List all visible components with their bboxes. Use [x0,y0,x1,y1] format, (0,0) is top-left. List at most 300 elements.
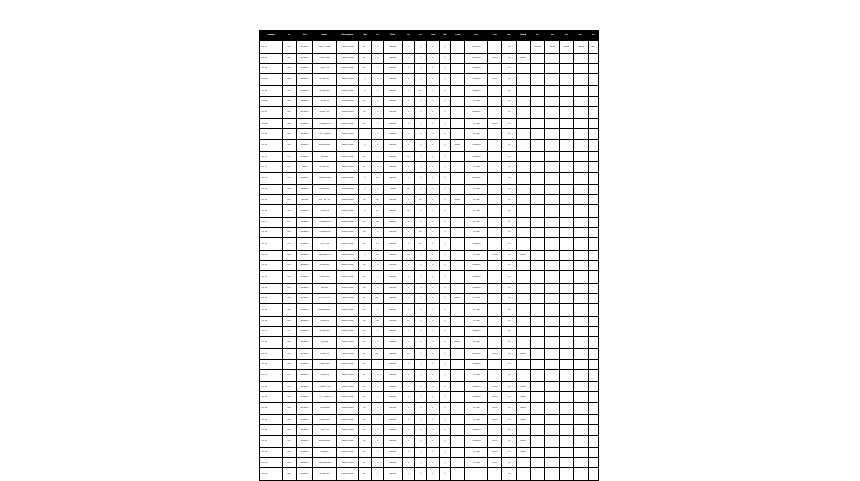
cell-value: 00 · 000000 [319,132,331,135]
cell-value: 000000 [389,395,397,398]
table-cell [439,316,450,326]
table-cell [502,415,516,425]
cell-value: 0000000 [300,287,309,289]
table-cell [371,96,383,106]
cell-value: 000000 0000 [341,165,354,168]
table-cell [415,86,427,96]
table-cell [384,402,402,415]
cell-value: 00000 [454,297,461,300]
table-cell [487,316,501,326]
cell-value: 00 [363,45,366,48]
table-cell [450,162,464,172]
table-cell [545,129,559,139]
cell-value: 00 [507,297,511,300]
table-cell [439,369,450,382]
table-cell [465,283,488,293]
cell-value: 0 [432,57,434,59]
cell-value: 0 [407,111,409,114]
cell-value: 0000000 [472,89,481,92]
cell-value: 007 [287,111,291,114]
table-cell [502,402,516,415]
table-cell [371,304,383,317]
table-cell [588,392,598,402]
table-cell [402,217,414,227]
table-cell [465,185,488,195]
cell-value: 0000000 [300,155,309,158]
table-cell [545,162,559,172]
cell-value: 00 [363,231,366,234]
table-cell [516,195,530,205]
table-cell [545,468,559,481]
table-cell [358,119,371,129]
table-cell [588,106,598,119]
table-cell [439,139,450,152]
cell-value: 0 [432,132,434,135]
table-cell [450,195,464,205]
table-cell [371,162,383,172]
table-cell [545,326,559,336]
cell-value: 027 [287,330,291,332]
cell-value: 0000000 00 [319,231,331,234]
cell-value: 0 [444,374,446,377]
table-cell [516,458,530,468]
table-cell [574,293,588,303]
cell-value: 000000 0000 [341,428,354,431]
table-cell [545,382,559,392]
table-cell [450,250,464,260]
table-cell [358,185,371,195]
table-cell [358,336,371,349]
table-cell [531,448,545,458]
cell-value: 00 00 [492,440,498,442]
table-cell [574,185,588,195]
cell-value: 000 · 00 · 00 [318,198,331,201]
cell-value: 00 [376,221,379,224]
table-cell [337,217,359,227]
table-cell [260,152,283,162]
table-cell [588,271,598,284]
table-cell [559,415,573,425]
cell-value: 0000000 [300,67,309,69]
cell-value: 000000 0000 [341,144,354,147]
table-cell [450,304,464,317]
table-cell [337,458,359,468]
table-cell [384,63,402,73]
table-cell [531,172,545,185]
table-cell [465,402,488,415]
table-row [260,359,599,369]
cell-value: 000000 0000 [341,177,354,179]
table-cell [371,106,383,119]
table-cell [260,63,283,73]
column-header-label: Set [443,34,447,37]
cell-value: 0 [444,254,446,257]
cell-value: 0 [432,198,434,201]
table-cell [402,425,414,435]
table-cell [296,283,312,293]
table-cell [358,316,371,326]
table-cell [296,415,312,425]
table-cell [545,448,559,458]
table-cell [384,86,402,96]
table-cell [402,283,414,293]
table-cell [337,129,359,139]
table-cell [502,41,516,54]
table-cell [402,415,414,425]
table-cell [427,415,439,425]
table-cell [358,415,371,425]
cell-value: 00 000 [472,254,480,257]
table-cell [415,185,427,195]
cell-value: 0 [407,275,409,278]
cell-value: 000000 [389,352,397,355]
column-header-label: Batch [520,34,527,37]
table-cell [371,172,383,185]
cell-value: 0000000 [300,451,309,454]
table-cell [371,349,383,359]
table-cell [450,185,464,195]
cell-value: 00 00 [492,78,498,81]
cell-value: 00000 [390,188,396,191]
table-row [260,349,599,359]
table-cell [313,129,337,139]
cell-value: 000000 [389,407,397,410]
table-cell [415,106,427,119]
table-cell [260,250,283,260]
table-cell [260,86,283,96]
table-cell [427,260,439,270]
table-cell [516,162,530,172]
cell-value: 000000 [321,341,329,344]
table-cell [415,392,427,402]
table-cell [260,96,283,106]
table-cell [588,316,598,326]
table-cell [574,250,588,260]
table-cell [516,250,530,260]
cell-value: S-0 36 [261,428,268,431]
cell-value: 0 [444,144,446,147]
table-cell [487,359,501,369]
cell-value: 000000 [389,111,397,114]
column-header [588,31,598,41]
cell-value: 0 [407,308,409,311]
cell-value: 0 [444,210,446,212]
cell-value: 0 [364,254,366,257]
table-cell [502,283,516,293]
cell-value: 00 00 [492,395,498,398]
table-cell [487,238,501,251]
cell-value: 00 [507,451,511,454]
table-cell [296,41,312,54]
table-cell [588,139,598,152]
table-cell [358,228,371,238]
table-cell [439,382,450,392]
table-row [260,217,599,227]
table-cell [465,326,488,336]
table-cell [559,172,573,185]
table-cell [559,162,573,172]
table-cell [559,119,573,129]
cell-value: 0 [407,100,409,102]
table-cell [545,228,559,238]
table-cell [402,392,414,402]
table-cell [427,63,439,73]
table-cell [282,435,296,448]
table-cell [358,435,371,448]
cell-value: S-0 08 [261,122,268,125]
table-cell [531,152,545,162]
cell-value: S-0 10 [261,144,268,147]
cell-value: 0 [407,264,409,267]
cell-value: 00 [507,363,511,365]
cell-value: 0000000 [472,144,481,147]
table-cell [260,415,283,425]
column-header-label: Q2 [419,34,423,37]
table-cell [559,250,573,260]
table-cell [516,260,530,270]
table-cell [588,260,598,270]
cell-value: 00 000 [472,418,480,421]
table-cell [465,228,488,238]
cell-value: 0 [377,451,379,454]
table-cell [260,402,283,415]
column-header-label: Ref [492,34,497,37]
cell-value: S-0 29 [261,352,268,355]
cell-value: 00 000 [472,308,480,311]
table-cell [313,152,337,162]
cell-value: 0000000 [472,111,481,114]
cell-value: 0 [444,155,446,158]
column-header-label: Pos [474,34,478,37]
cell-value: 0 [420,428,422,431]
table-cell [313,162,337,172]
cell-value: 0 [407,67,409,69]
table-cell [415,41,427,54]
header-row [260,31,599,41]
table-cell [313,326,337,336]
cell-value: 0 [444,287,446,289]
table-cell [296,139,312,152]
cell-value: 0000 · 00 [320,352,329,355]
table-cell [260,468,283,481]
cell-value: 0 [432,341,434,344]
table-cell [260,260,283,270]
cell-value: 000000 0000 [341,111,354,114]
column-header [415,31,427,41]
cell-value: 0000000 [300,221,309,224]
table-cell [516,228,530,238]
table-cell [588,283,598,293]
table-cell [545,349,559,359]
cell-value: 000000 [389,461,397,464]
cell-value: 0 [420,67,422,69]
cell-value: 0 [444,308,446,311]
cell-value: 00 [363,122,366,125]
table-cell [427,402,439,415]
table-cell [282,359,296,369]
cell-value: 00 [507,330,511,332]
table-cell [588,293,598,303]
table-cell [531,349,545,359]
table-cell [296,382,312,392]
table-row [260,336,599,349]
cell-value: 00000 [520,407,527,410]
table-cell [574,228,588,238]
cell-value: 0000000 [472,78,481,81]
table-cell [282,172,296,185]
column-header [559,31,573,41]
table-cell [296,392,312,402]
table-cell [465,349,488,359]
cell-value: 000000 00 [319,275,330,278]
table-cell [487,326,501,336]
cell-value: S-0 32 [261,385,268,388]
cell-value: 0 [407,198,409,201]
cell-value: S-0 26 [261,320,268,322]
cell-value: 00 [507,440,511,442]
table-cell [588,152,598,162]
cell-value: 026 [287,320,291,322]
cell-value: 00 000 [472,221,480,224]
table-cell [260,129,283,139]
cell-value: 005 [287,89,291,92]
table-cell [358,392,371,402]
table-cell [313,172,337,185]
table-cell [384,139,402,152]
table-row [260,271,599,284]
table-cell [588,468,598,481]
cell-value: 00000 [520,385,527,388]
cell-value: 000000 0000 [341,67,354,69]
cell-value: 0000000 [300,374,309,377]
table-cell [450,382,464,392]
cell-value: 000000 0000 [341,100,354,102]
table-row [260,369,599,382]
cell-value: 021 [287,264,291,267]
table-cell [337,468,359,481]
cell-value: 015 [287,198,291,201]
table-cell [313,217,337,227]
table-cell [282,458,296,468]
table-cell [296,185,312,195]
cell-value: 00 [363,352,366,355]
cell-value: S-0 22 [261,275,268,278]
table-cell [545,435,559,448]
cell-value: 0000000 [472,242,481,245]
table-cell [450,260,464,270]
cell-value: 00 [363,418,366,421]
table-cell [384,152,402,162]
table-cell [358,129,371,139]
cell-value: 0 [432,231,434,234]
table-cell [313,86,337,96]
table-cell [574,129,588,139]
table-cell [588,86,598,96]
cell-value: 0 [444,57,446,59]
cell-value: 0 [444,407,446,410]
cell-value: 0 [377,165,379,168]
table-cell [465,129,488,139]
cell-value: 0 [420,100,422,102]
table-cell [296,53,312,63]
cell-value: 011 [287,155,291,158]
table-cell [358,195,371,205]
table-cell [439,86,450,96]
table-cell [282,63,296,73]
table-cell [487,172,501,185]
table-cell [487,271,501,284]
table-cell [588,205,598,218]
table-cell [371,63,383,73]
cell-value: S-0 25 [261,308,268,311]
table-cell [588,359,598,369]
table-cell [384,250,402,260]
table-cell [588,448,598,458]
column-header-label: A1 [536,34,540,37]
table-cell [282,392,296,402]
cell-value: 0 [432,67,434,69]
table-cell [502,425,516,435]
table-cell [588,369,598,382]
cell-value: 00000 [454,198,461,201]
cell-value: 000000 [389,177,397,179]
table-cell [427,382,439,392]
column-header [427,31,439,41]
cell-value: 0 [444,111,446,114]
table-cell [337,228,359,238]
table-cell [282,250,296,260]
table-cell [358,106,371,119]
table-cell [427,359,439,369]
table-cell [559,392,573,402]
cell-value: 028 [287,341,291,344]
cell-value: 00 [363,242,366,245]
column-header-label: Sample [267,34,275,37]
cell-value: S-0 04 [261,78,268,81]
table-cell [313,250,337,260]
table-cell [384,129,402,139]
table-cell [439,359,450,369]
table-cell [296,86,312,96]
table-cell [402,336,414,349]
table-cell [465,217,488,227]
cell-value: 000000 0000 [341,330,354,332]
cell-value: 0 [444,473,446,475]
cell-value: 0000000 [472,287,481,289]
table-cell [502,260,516,270]
table-cell [502,304,516,317]
table-cell [559,448,573,458]
cell-value: 0 [432,122,434,125]
table-cell [502,139,516,152]
table-cell [439,271,450,284]
table-cell [545,152,559,162]
cell-value: 0000000 [472,363,481,365]
table-cell [559,129,573,139]
table-cell [588,402,598,415]
cell-value: 0 [407,177,409,179]
table-cell [313,468,337,481]
cell-value: 0 [420,341,422,344]
table-cell [337,369,359,382]
table-cell [574,172,588,185]
table-cell [427,139,439,152]
table-cell [487,369,501,382]
table-cell [450,129,464,139]
table-cell [282,53,296,63]
table-cell [415,271,427,284]
table-cell [516,369,530,382]
